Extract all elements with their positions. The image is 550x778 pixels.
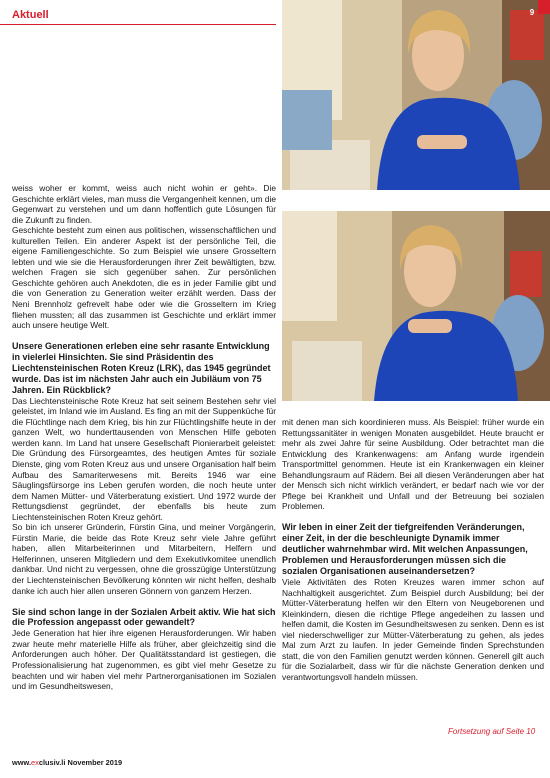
footer-url-suffix: clusiv.li — [38, 758, 66, 767]
footer-url-prefix: www. — [12, 758, 32, 767]
footer-url-mid: ex — [31, 758, 39, 767]
continuation-note: Fortsetzung auf Seite 10 — [448, 727, 536, 736]
interview-photo-2 — [282, 211, 550, 401]
paragraph: Das Liechtensteinische Rote Kreuz hat seit seinem Bestehen sehr viel geleistet, im Inland wie im Ausland. Es fing an mit der Suppenküche für die Flüchtlinge nach dem Krieg, bis hin zur Flüchtlingshilfe heute in der ganzen Welt, wo hunderttausenden von Menschen Hilfe geboten werden kann. Im Land hat unsere Gesellschaft Pionierarbeit geleistet: Die Gründung des Fürsorgeamtes, des heutigen Amtes für soziale Dienste, ging vom Roten Kreuz aus und unsere Organisation half beim Aufbau des Samariterwesens mit. Bereits 1946 war eine Säuglingsfürsorge ins Leben gerufen worden, die noch heute unter dem Namen Mütter- und Väterberatung existiert. Und 1972 wurde der Rettungsdienst gegründet, der ebenfalls bis heute zum Liechtensteinischen Roten Kreuz gehört. — [12, 395, 276, 522]
paragraph-gap — [12, 596, 276, 607]
footer-issue: November 2019 — [67, 758, 123, 767]
interview-question: Wir leben in einer Zeit der tiefgreifenden Veränderungen, einer Zeit, in der die beschleunigte Dynamik immer deutlicher wahrnehmbar wird. Mit welchen Anpassungen, Problemen und Herausforderungen müssen sich die sozialen Organisationen auseinandersetzen? — [282, 522, 528, 577]
paragraph-gap — [282, 512, 544, 523]
interview-photo-1 — [282, 0, 550, 190]
interview-question: Sie sind schon lange in der Sozialen Arbeit aktiv. Wie hat sich die Profession angepasst oder gewandelt? — [12, 606, 276, 628]
paragraph: Geschichte besteht zum einen aus politischen, wissenschaftlichen und kulturellen Teilen. Ein anderer Aspekt ist der persönliche Teil, die eigene Familiengeschichte. So zum Beispiel wie unsere Grosseltern lebten und wie sie die Herausforderungen ihrer Zeit bewältigten, bzw. welchen Fragen sie sich gegenüber sahen. Zur persönlichen Geschichte gehören auch Anekdoten, die es in jeder Familie gibt und die von Generation zu Generation weiter erzählt werden. Dass der Neni Brennholz gefrevelt habe oder wie die Grosseltern im Krieg fliehen mussten; all das zusammen ist Geschichte und erklärt immer auch unsere heutige Welt. — [12, 225, 276, 331]
interview-question: Unsere Generationen erleben eine sehr rasante Entwicklung in vielerlei Hinsichten. Sie sind Präsidentin des Liechtensteinischen Roten Kreuz (LRK), das 1945 gegründet wurde. Das ist im nächsten Jahr auch ein Jubiläum von 75 Jahren. Ein Rückblick? — [12, 341, 271, 395]
paragraph: mit denen man sich koordinieren muss. Als Beispiel: früher wurde ein Rettungssanitäter in wenigen Monaten ausgebildet. Heute braucht er mehr als zwei Jahre für seine Ausbildung. Oder betrachtet man die Entwicklung des Krankenwagens: am Anfang wurde irgendein Transportmittel genommen. Heute ist ein Krankenwagen ein kleiner Behandlungsraum auf Rädern. Bei all diesen Veränderungen aber hat der Mensch sich nicht wirklich verändert, er bedarf nach wie vor der Pflege bei Krankheit und Unfall und der Betreuung bei sozialen Problemen. — [282, 417, 544, 512]
article-column-right — [282, 417, 544, 682]
article-column-left — [12, 183, 276, 692]
paragraph: Viele Aktivitäten des Roten Kreuzes waren immer schon auf Nachhaltigkeit ausgerichtet. Zum Beispiel durch Ausbildung; bei der Mütter-Väterberatung helfen wir den Eltern von Neugeborenen und Kleinkindern, diesen die richtige Pflege angedeihen zu lassen und helfen damit, die Kosten im Gesundheitswesen zu senken. Denn es ist viel niederschwelliger zur Mütter-Väterberatung zu gehen, als jedes Mal zum Arzt zu laufen. In jeder Gemeinde finden Sprechstunden statt, die von den Familien genutzt werden können. Generell gilt auch für die Sozialarbeit, dass wir für die nächste Generation denken und verantwortungsvoll handeln müssen. — [282, 576, 544, 682]
header-rule — [0, 24, 276, 25]
page-number: 9 — [529, 8, 535, 17]
paragraph: So bin ich unserer Gründerin, Fürstin Gina, und meiner Vorgängerin, Fürstin Marie, die beide das Rote Kreuz sehr viele Jahre geführt haben, allen Mitarbeiterinnen und Mitarbeitern, Helfern und Helferinnen, unseren Mitgliedern und dem Exekutivkomitee unendlich dankbar. Und nicht zu vergessen, ohne die grosszügige Unterstützung der Liechtensteinischen Bevölkerung könnten wir nicht helfen, deshalb danke ich auch hier allen unseren Gönnern von ganzem Herzen. — [12, 522, 276, 596]
paragraph-gap — [12, 331, 276, 342]
section-label: Aktuell — [12, 9, 49, 21]
paragraph: Jede Generation hat hier ihre eigenen Herausforderungen. Wir haben zwar heute mehr materielle Hilfe als früher, aber gleichzeitig sind die Anforderungen auch höher. Der Qualitätsstandard ist gestiegen, die Professionalisierung hat zugenommen, es gibt viel mehr Gesetze zu beachten und wir haben viel mehr Partnerorganisationen im Sozialen und im Gesundheitswesen, — [12, 628, 276, 692]
paragraph: weiss woher er kommt, weiss auch nicht wohin er geht». Die Geschichte erklärt vieles, man muss die Vergangenheit kennen, um die Gegenwart zu verstehen und um dann hoffentlich gute Lösungen für die Zukunft zu finden. — [12, 183, 276, 225]
footer-publication — [12, 758, 122, 767]
